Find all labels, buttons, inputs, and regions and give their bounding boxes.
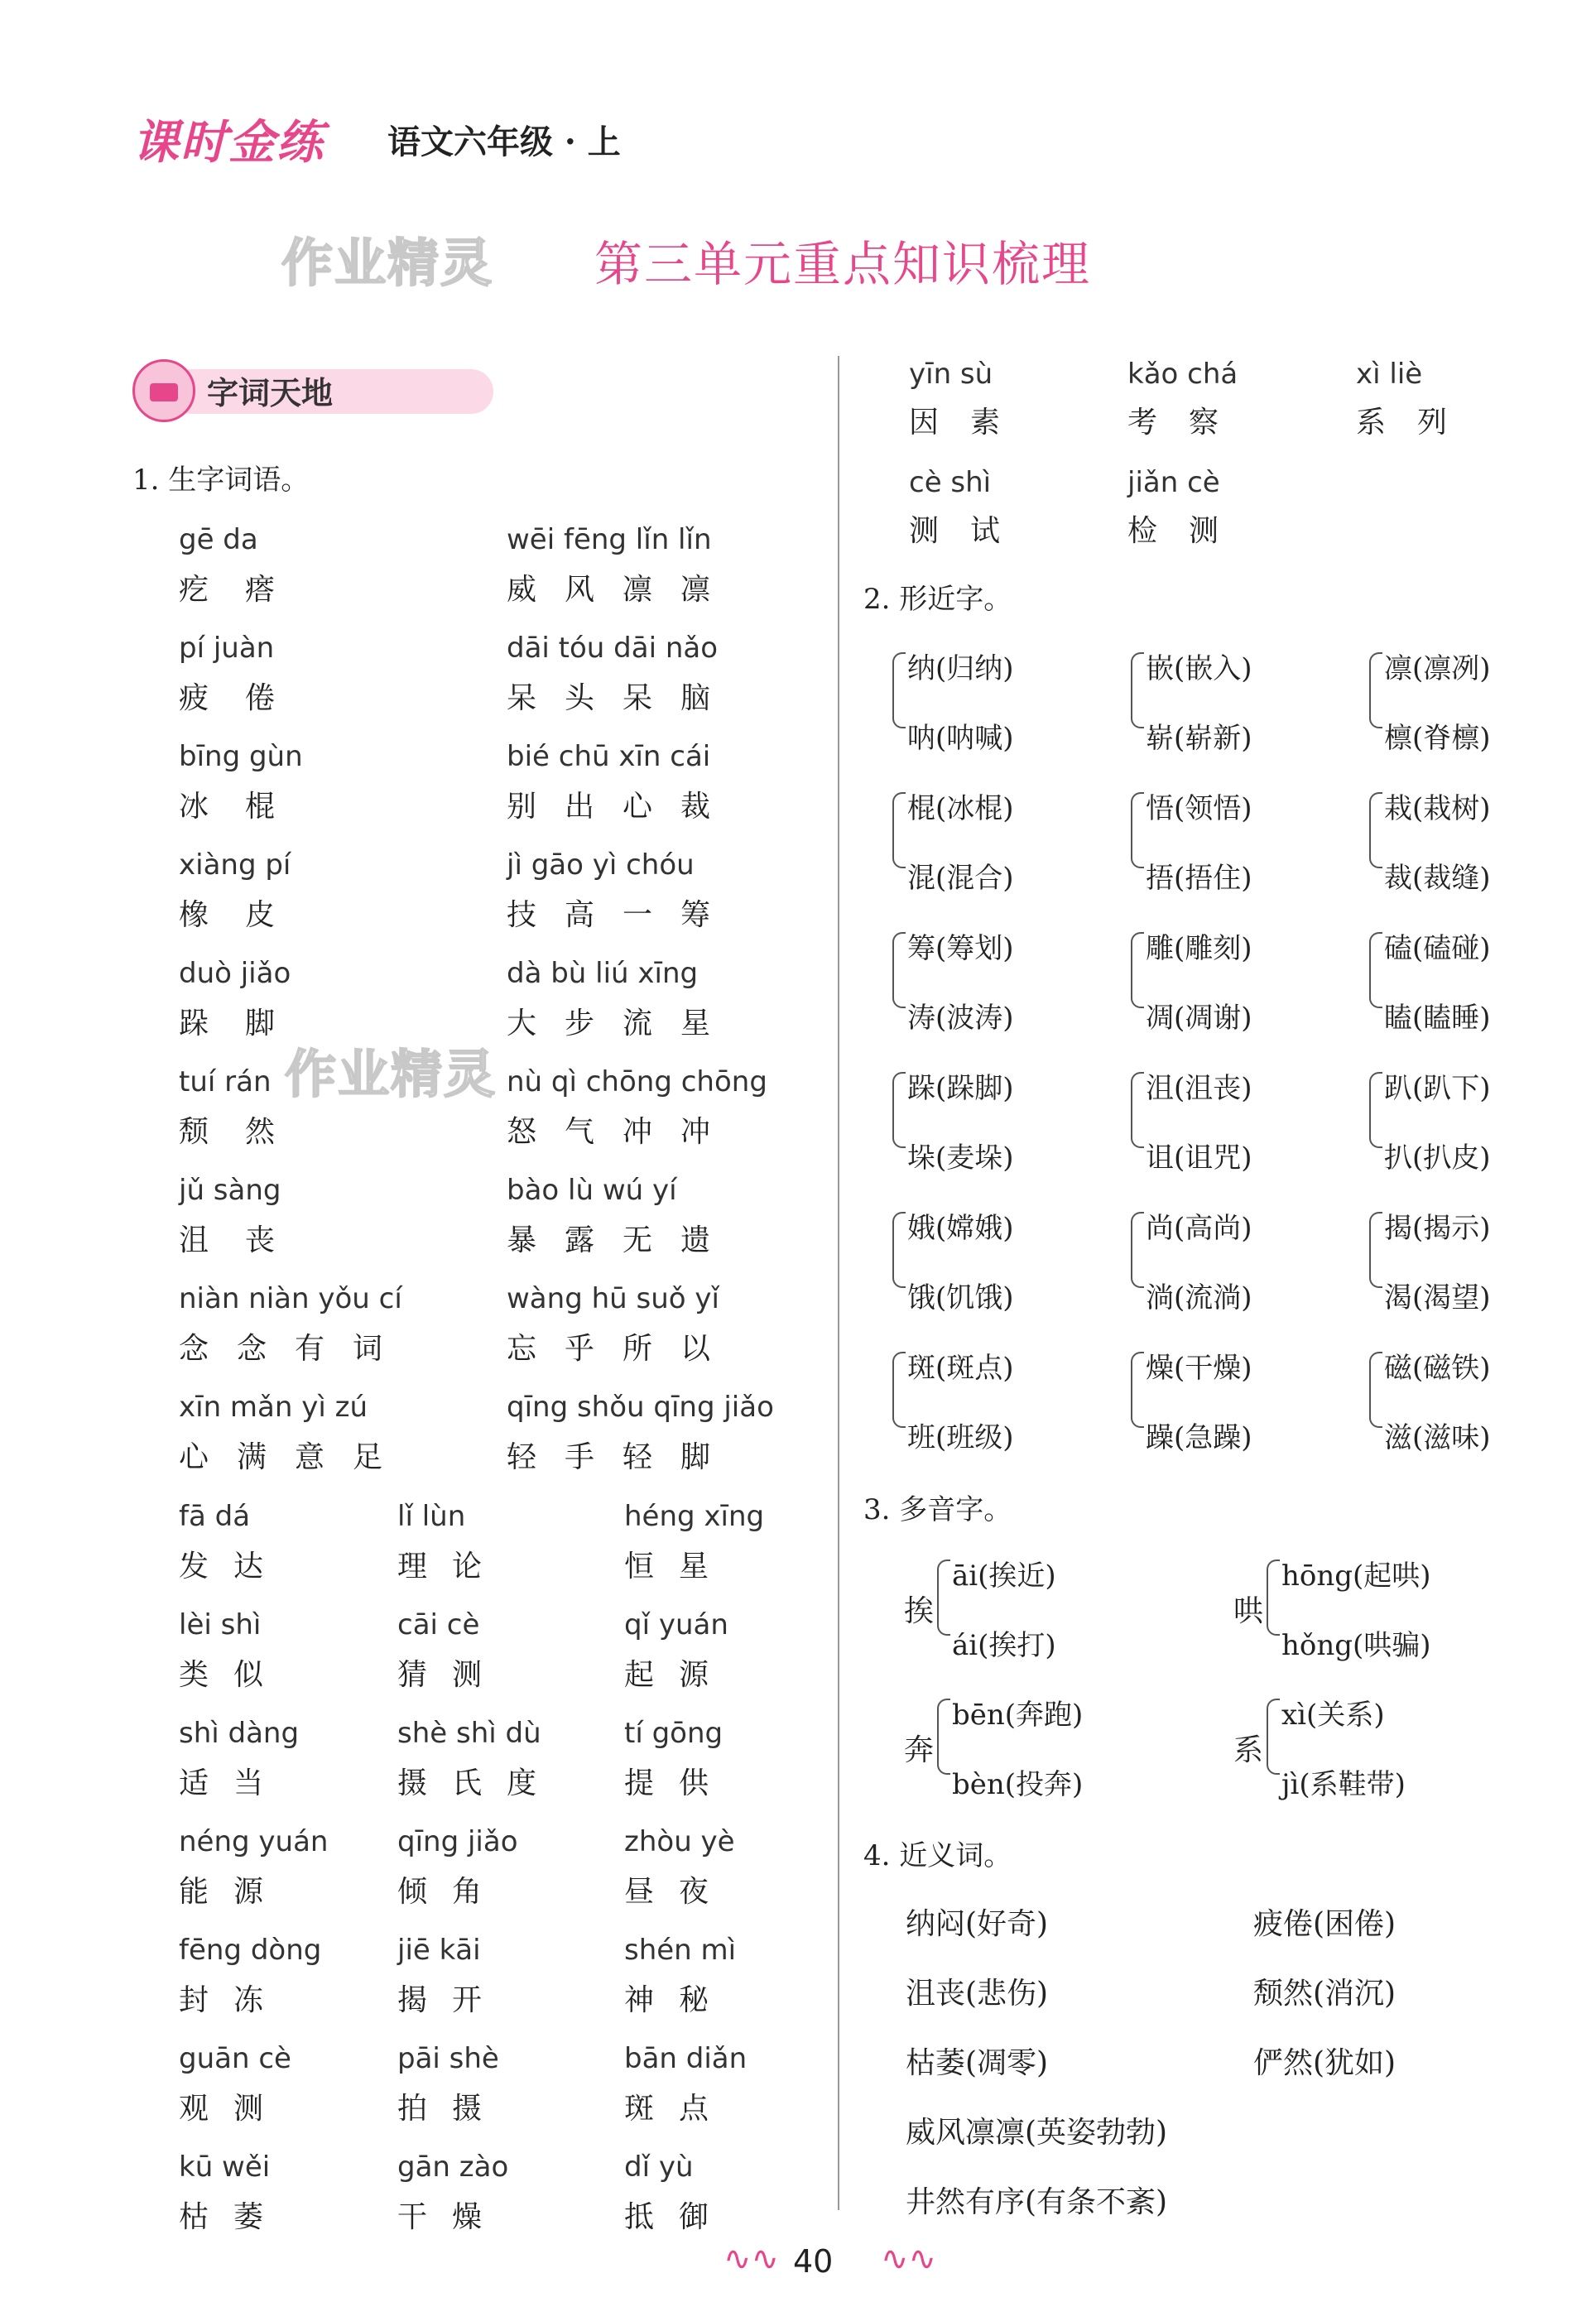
word-pinyin: bīng gùn	[179, 740, 303, 773]
brace-icon	[1369, 1352, 1382, 1428]
brace-icon	[1131, 1352, 1144, 1428]
similar-char: 崭(崭新)	[1146, 722, 1252, 755]
polyphone-reading: xì(关系)	[1281, 1699, 1385, 1732]
word-hanzi: 类似	[179, 1658, 289, 1692]
brace-icon	[1131, 792, 1144, 868]
word-hanzi: 干燥	[397, 2200, 507, 2234]
word-pinyin: bié chū xīn cái	[507, 740, 711, 773]
section-label: 字词天地	[207, 375, 334, 411]
word-hanzi: 拍摄	[397, 2092, 507, 2126]
word-hanzi: 提供	[624, 1766, 734, 1800]
word-pinyin: zhòu yè	[624, 1825, 735, 1858]
page-title: 第三单元重点知识梳理	[594, 236, 1092, 292]
word-hanzi: 昼夜	[624, 1875, 734, 1909]
word-hanzi: 猜测	[397, 1658, 507, 1692]
polyphone-char: 哄	[1233, 1594, 1264, 1628]
heading-2: 2. 形近字。	[863, 583, 1012, 616]
similar-char: 凋(凋谢)	[1146, 1002, 1252, 1035]
word-pinyin: nù qì chōng chōng	[507, 1065, 767, 1098]
brace-icon	[1369, 652, 1382, 728]
word-pinyin: qīng jiǎo	[397, 1825, 518, 1858]
polyphone-char: 挨	[904, 1594, 935, 1628]
word-pinyin: duò jiǎo	[179, 957, 291, 990]
similar-char: 雕(雕刻)	[1146, 932, 1252, 965]
synonym-pair: 疲倦(困倦)	[1253, 1907, 1396, 1941]
word-hanzi: 系列	[1356, 406, 1479, 440]
word-pinyin: fēng dòng	[179, 1934, 322, 1967]
similar-char: 尚(高尚)	[1146, 1212, 1252, 1245]
word-pinyin: wēi fēng lǐn lǐn	[507, 523, 712, 556]
brace-icon	[892, 792, 906, 868]
word-hanzi: 抵御	[624, 2200, 734, 2234]
similar-char: 凛(凛冽)	[1384, 652, 1491, 685]
synonym-pair: 威风凛凛(英姿勃勃)	[906, 2116, 1168, 2150]
word-hanzi: 倾角	[397, 1875, 507, 1909]
word-pinyin: dāi tóu dāi nǎo	[507, 632, 719, 665]
word-hanzi: 发达	[179, 1550, 289, 1584]
synonym-pair: 俨然(犹如)	[1253, 2046, 1396, 2080]
word-pinyin: lèi shì	[179, 1608, 262, 1641]
word-pinyin: fā dá	[179, 1500, 251, 1533]
word-hanzi: 疙瘩	[179, 573, 312, 607]
word-pinyin: shén mì	[624, 1934, 737, 1967]
similar-char: 纳(归纳)	[907, 652, 1014, 685]
word-pinyin: shè shì dù	[397, 1717, 541, 1750]
word-pinyin: cè shì	[909, 466, 992, 499]
word-hanzi: 念念有词	[179, 1332, 411, 1366]
word-pinyin: qīng shǒu qīng jiǎo	[507, 1391, 774, 1424]
word-pinyin: kǎo chá	[1127, 358, 1238, 391]
word-pinyin: xīn mǎn yì zú	[179, 1391, 368, 1424]
word-hanzi: 沮丧	[179, 1223, 312, 1257]
word-pinyin: bān diǎn	[624, 2042, 748, 2075]
word-pinyin: xì liè	[1356, 358, 1423, 391]
brand-title: 课时金练	[132, 116, 324, 170]
brace-icon	[892, 1212, 906, 1288]
similar-char: 涛(波涛)	[907, 1002, 1014, 1035]
word-hanzi: 别出心裁	[507, 790, 739, 824]
word-hanzi: 斑点	[624, 2092, 734, 2126]
brace-icon	[1131, 652, 1144, 728]
brace-icon	[892, 932, 906, 1008]
word-pinyin: niàn niàn yǒu cí	[179, 1282, 402, 1315]
similar-char: 趴(趴下)	[1384, 1072, 1491, 1105]
word-hanzi: 怒气冲冲	[507, 1115, 739, 1149]
word-hanzi: 检测	[1127, 514, 1251, 548]
book-icon	[132, 359, 195, 422]
brace-icon	[937, 1559, 950, 1636]
word-pinyin: guān cè	[179, 2042, 291, 2075]
similar-char: 呐(呐喊)	[907, 722, 1014, 755]
word-pinyin: bào lù wú yí	[507, 1174, 677, 1207]
subject-label: 语文六年级 · 上	[387, 123, 621, 161]
similar-char: 裁(裁缝)	[1384, 862, 1491, 895]
right-ornament-icon: ∿∿	[881, 2240, 937, 2278]
word-hanzi: 颓然	[179, 1115, 312, 1149]
similar-char: 磕(磕碰)	[1384, 932, 1491, 965]
word-hanzi: 封冻	[179, 1983, 289, 2017]
word-hanzi: 疲倦	[179, 681, 312, 715]
polyphone-reading: hǒng(哄骗)	[1281, 1629, 1431, 1662]
similar-char: 淌(流淌)	[1146, 1281, 1252, 1314]
similar-char: 班(班级)	[907, 1421, 1014, 1454]
similar-char: 筹(筹划)	[907, 932, 1014, 965]
word-pinyin: jiǎn cè	[1127, 466, 1220, 499]
word-hanzi: 轻手轻脚	[507, 1440, 739, 1474]
synonym-pair: 纳闷(好奇)	[906, 1907, 1049, 1941]
similar-char: 檩(脊檩)	[1384, 722, 1491, 755]
word-hanzi: 考察	[1127, 406, 1251, 440]
word-hanzi: 因素	[909, 406, 1032, 440]
word-pinyin: wàng hū suǒ yǐ	[507, 1282, 719, 1315]
polyphone-char: 系	[1233, 1733, 1264, 1767]
similar-char: 瞌(瞌睡)	[1384, 1002, 1491, 1035]
word-pinyin: gē da	[179, 523, 258, 556]
similar-char: 斑(斑点)	[907, 1352, 1014, 1385]
brace-icon	[1267, 1559, 1280, 1636]
word-pinyin: néng yuán	[179, 1825, 329, 1858]
word-pinyin: jiē kāi	[397, 1934, 481, 1967]
similar-char: 扒(扒皮)	[1384, 1141, 1491, 1175]
brace-icon	[1267, 1699, 1280, 1775]
word-pinyin: dǐ yù	[624, 2151, 694, 2184]
word-hanzi: 测试	[909, 514, 1032, 548]
brace-icon	[1369, 1072, 1382, 1148]
brace-icon	[1369, 932, 1382, 1008]
synonym-pair: 沮丧(悲伤)	[906, 1977, 1049, 2011]
similar-char: 揭(揭示)	[1384, 1212, 1491, 1245]
word-hanzi: 适当	[179, 1766, 289, 1800]
similar-char: 栽(栽树)	[1384, 792, 1491, 825]
column-divider	[838, 356, 839, 2210]
word-pinyin: pí juàn	[179, 632, 275, 665]
word-hanzi: 摄氏度	[397, 1766, 562, 1800]
word-pinyin: cāi cè	[397, 1608, 480, 1641]
word-pinyin: yīn sù	[909, 358, 993, 391]
word-hanzi: 心满意足	[179, 1440, 411, 1474]
polyphone-reading: āi(挨近)	[952, 1559, 1056, 1593]
similar-char: 饿(饥饿)	[907, 1281, 1014, 1314]
heading-4: 4. 近义词。	[863, 1839, 1012, 1872]
word-pinyin: kū wěi	[179, 2151, 271, 2184]
polyphone-reading: jì(系鞋带)	[1281, 1768, 1406, 1801]
word-hanzi: 揭开	[397, 1983, 507, 2017]
polyphone-reading: bēn(奔跑)	[952, 1699, 1084, 1732]
brace-icon	[937, 1699, 950, 1775]
similar-char: 垛(麦垛)	[907, 1141, 1014, 1175]
watermark: 作业精灵	[281, 233, 494, 293]
brace-icon	[1131, 932, 1144, 1008]
similar-char: 诅(诅咒)	[1146, 1141, 1252, 1175]
similar-char: 渴(渴望)	[1384, 1281, 1491, 1314]
word-pinyin: jì gāo yì chóu	[507, 848, 695, 882]
brace-icon	[1131, 1072, 1144, 1148]
similar-char: 燥(干燥)	[1146, 1352, 1252, 1385]
word-hanzi: 神秘	[624, 1983, 734, 2017]
word-hanzi: 大步流星	[507, 1007, 739, 1040]
word-hanzi: 技高一筹	[507, 898, 739, 932]
similar-char: 磁(磁铁)	[1384, 1352, 1491, 1385]
word-pinyin: gān zào	[397, 2151, 509, 2184]
word-pinyin: qǐ yuán	[624, 1608, 728, 1641]
heading-1: 1. 生字词语。	[132, 464, 310, 497]
brace-icon	[892, 1352, 906, 1428]
similar-char: 沮(沮丧)	[1146, 1072, 1252, 1105]
similar-char: 悟(领悟)	[1146, 792, 1252, 825]
polyphone-reading: bèn(投奔)	[952, 1768, 1084, 1801]
word-pinyin: xiàng pí	[179, 848, 291, 882]
word-pinyin: tuí rán	[179, 1065, 272, 1098]
synonym-pair: 颓然(消沉)	[1253, 1977, 1396, 2011]
watermark-mid: 作业精灵	[285, 1044, 498, 1104]
word-hanzi: 观测	[179, 2092, 289, 2126]
word-pinyin: pāi shè	[397, 2042, 499, 2075]
word-hanzi: 威风凛凛	[507, 573, 739, 607]
word-pinyin: lǐ lùn	[397, 1500, 466, 1533]
brace-icon	[1131, 1212, 1144, 1288]
page-number: 40	[793, 2243, 834, 2280]
brace-icon	[892, 1072, 906, 1148]
synonym-pair: 枯萎(凋零)	[906, 2046, 1049, 2080]
similar-char: 混(混合)	[907, 862, 1014, 895]
polyphone-char: 奔	[904, 1733, 935, 1767]
word-hanzi: 恒星	[624, 1550, 734, 1584]
word-pinyin: tí gōng	[624, 1717, 723, 1750]
similar-char: 滋(滋味)	[1384, 1421, 1491, 1454]
polyphone-reading: ái(挨打)	[952, 1629, 1056, 1662]
brace-icon	[1369, 792, 1382, 868]
similar-char: 躁(急躁)	[1146, 1421, 1252, 1454]
word-hanzi: 理论	[397, 1550, 507, 1584]
word-hanzi: 枯萎	[179, 2200, 289, 2234]
similar-char: 棍(冰棍)	[907, 792, 1014, 825]
word-hanzi: 忘乎所以	[507, 1332, 739, 1366]
similar-char: 捂(捂住)	[1146, 862, 1252, 895]
similar-char: 跺(跺脚)	[907, 1072, 1014, 1105]
heading-3: 3. 多音字。	[863, 1493, 1012, 1526]
word-hanzi: 暴露无遗	[507, 1223, 739, 1257]
word-hanzi: 能源	[179, 1875, 289, 1909]
word-hanzi: 呆头呆脑	[507, 681, 739, 715]
brace-icon	[1369, 1212, 1382, 1288]
word-hanzi: 起源	[624, 1658, 734, 1692]
synonym-pair: 井然有序(有条不紊)	[906, 2185, 1168, 2219]
word-pinyin: jǔ sàng	[179, 1174, 281, 1207]
word-hanzi: 跺脚	[179, 1007, 312, 1040]
word-hanzi: 冰棍	[179, 790, 312, 824]
word-pinyin: dà bù liú xīng	[507, 957, 699, 990]
left-ornament-icon: ∿∿	[723, 2240, 780, 2278]
similar-char: 娥(嫦娥)	[907, 1212, 1014, 1245]
word-hanzi: 橡皮	[179, 898, 312, 932]
word-pinyin: héng xīng	[624, 1500, 765, 1533]
brace-icon	[892, 652, 906, 728]
word-pinyin: shì dàng	[179, 1717, 300, 1750]
polyphone-reading: hōng(起哄)	[1281, 1559, 1431, 1593]
similar-char: 嵌(嵌入)	[1146, 652, 1252, 685]
